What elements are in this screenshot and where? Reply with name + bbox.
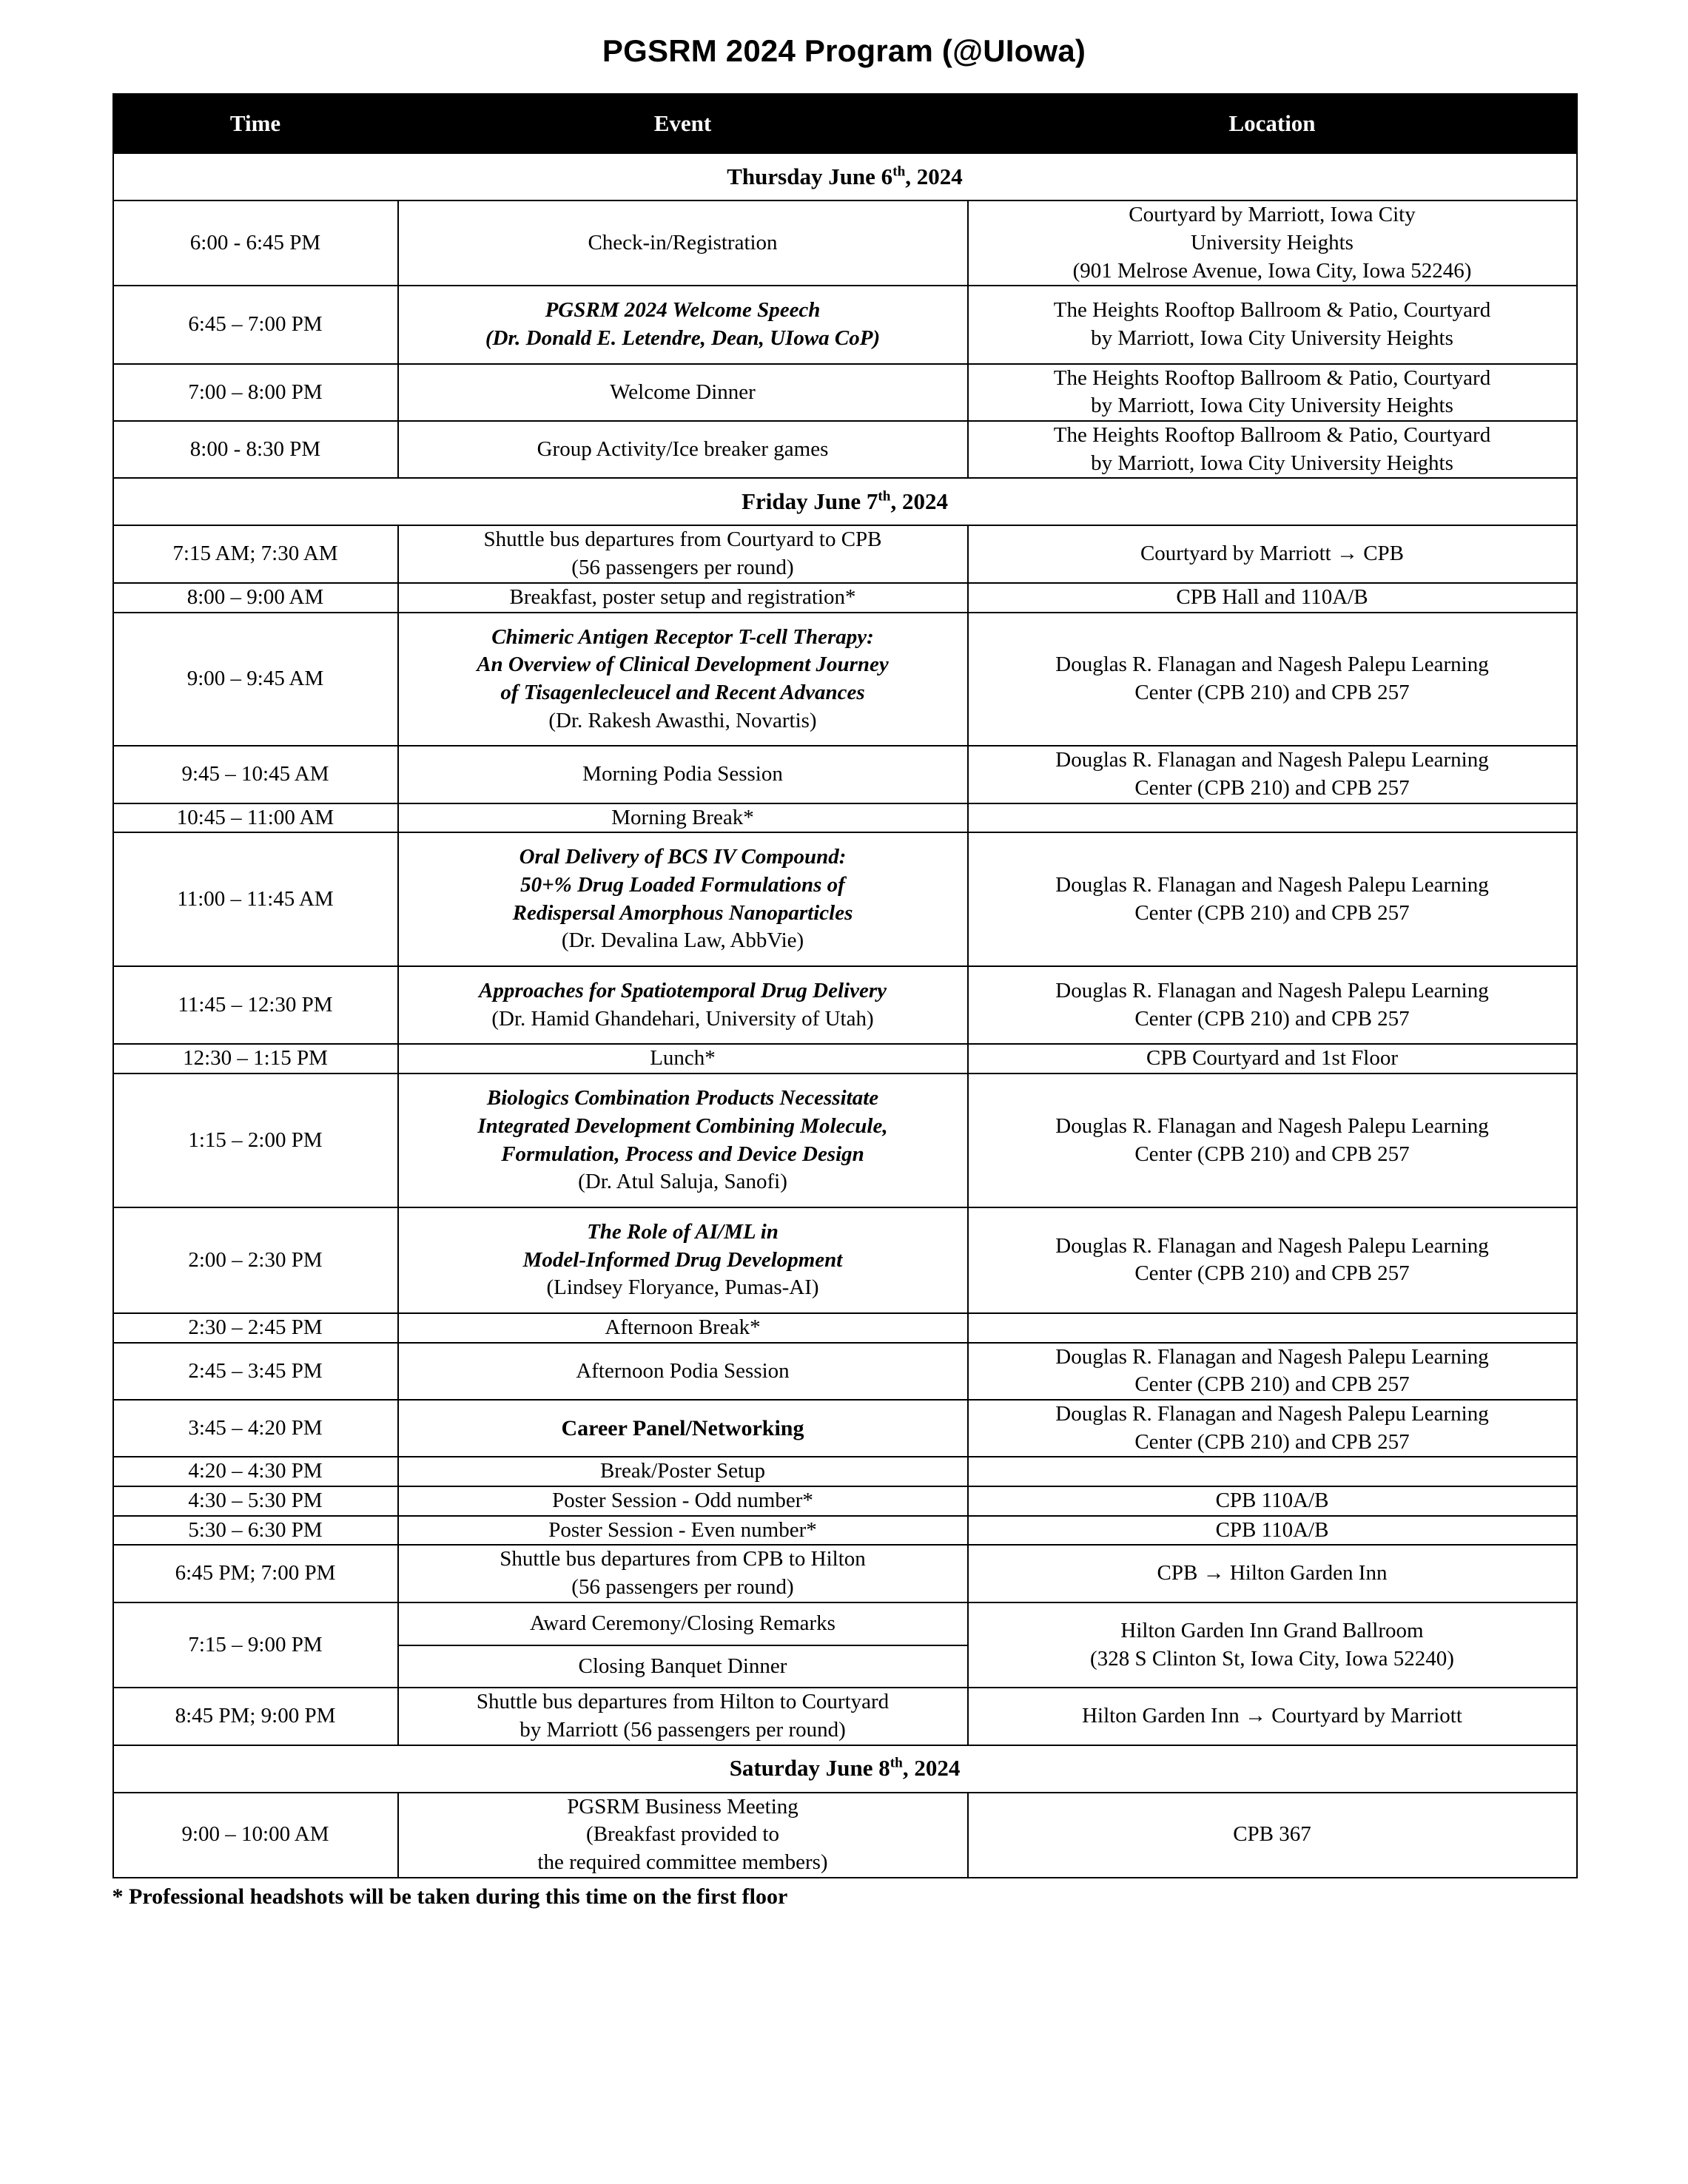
text-line: Center (CPB 210) and CPB 257 [1134, 680, 1410, 704]
cell-event [398, 583, 968, 613]
text-line: CPB Hall and 110A/B [1176, 584, 1368, 609]
cell-time: 8:00 - 8:30 PM [113, 421, 398, 478]
text-line: Center (CPB 210) and CPB 257 [1134, 1142, 1410, 1166]
column-header-time: Time [113, 94, 398, 153]
column-header-location: Location [968, 94, 1577, 153]
day-banner-ordinal: th [890, 1756, 903, 1772]
cell-time: 2:45 – 3:45 PM [113, 1343, 398, 1400]
text-line: Douglas R. Flanagan and Nagesh Palepu Learning [1055, 873, 1489, 897]
table-row [113, 1457, 1577, 1486]
day-banner-weekday: Thursday June 6 [727, 164, 893, 190]
table-row [113, 803, 1577, 833]
column-header-event: Event [398, 94, 968, 153]
cell-event [398, 832, 968, 966]
cell-event [398, 1545, 968, 1602]
text-line: Poster Session - Even number* [548, 1517, 817, 1542]
cell-time: 11:45 – 12:30 PM [113, 966, 398, 1044]
cell-time: 8:45 PM; 9:00 PM [113, 1688, 398, 1745]
table-row [113, 1516, 1577, 1546]
cell-location [968, 1044, 1577, 1074]
cell-location [968, 746, 1577, 803]
day-banner-year: , 2024 [905, 164, 963, 190]
table-row [113, 1602, 1577, 1688]
cell-event [398, 1486, 968, 1516]
table-row [113, 1207, 1577, 1313]
text-line: (328 S Clinton St, Iowa City, Iowa 52240) [1090, 1646, 1454, 1671]
event-title-line: PGSRM 2024 Welcome Speech [545, 298, 821, 323]
cell-event [398, 1688, 968, 1745]
cell-location [968, 803, 1577, 833]
text-line: Poster Session - Odd number* [552, 1489, 813, 1513]
table-row [113, 200, 1577, 286]
day-banner-ordinal: th [878, 489, 891, 505]
text-line: Courtyard by Marriott, Iowa City [1129, 203, 1416, 227]
text-line: (56 passengers per round) [571, 556, 794, 580]
table-row [113, 1343, 1577, 1400]
text-line: Douglas R. Flanagan and Nagesh Palepu Learning [1055, 1233, 1489, 1258]
table-row [113, 583, 1577, 613]
cell-location [968, 200, 1577, 286]
day-banner [113, 1745, 1577, 1793]
cell-time: 4:20 – 4:30 PM [113, 1457, 398, 1486]
event-title-line: Approaches for Spatiotemporal Drug Delivery [479, 979, 887, 1003]
event-speaker: (Lindsey Floryance, Pumas-AI) [546, 1275, 819, 1300]
table-row [113, 1074, 1577, 1207]
table-row [113, 1313, 1577, 1343]
cell-event [398, 1074, 968, 1207]
text-line: Hilton Garden Inn Grand Ballroom [1120, 1618, 1424, 1642]
table-row [113, 1545, 1577, 1602]
cell-location [968, 525, 1577, 582]
day-banner [113, 478, 1577, 525]
table-row [113, 746, 1577, 803]
cell-location [968, 1207, 1577, 1313]
cell-time: 5:30 – 6:30 PM [113, 1516, 398, 1546]
day-banner-year: , 2024 [890, 488, 948, 515]
cell-location [968, 286, 1577, 363]
event-title-line: of Tisagenlecleucel and Recent Advances [500, 680, 865, 704]
table-row [113, 832, 1577, 966]
event-title-line: Formulation, Process and Device Design [501, 1142, 864, 1166]
cell-location [968, 1457, 1577, 1486]
cell-event [398, 803, 968, 833]
event-title-line: Integrated Development Combining Molecule, [477, 1113, 888, 1138]
cell-event [398, 1793, 968, 1878]
table-row [113, 286, 1577, 363]
cell-time: 9:00 – 9:45 AM [113, 613, 398, 746]
day-banner-ordinal: th [892, 164, 906, 180]
cell-time: 2:30 – 2:45 PM [113, 1313, 398, 1343]
cell-location [968, 1545, 1577, 1602]
cell-location [968, 583, 1577, 613]
cell-location [968, 1400, 1577, 1457]
text-line: Shuttle bus departures from Hilton to Courtyard [476, 1690, 890, 1714]
event-subrow: Award Ceremony/Closing Remarks [530, 1611, 835, 1635]
text-line: CPB 110A/B [1215, 1489, 1329, 1513]
table-row [113, 1044, 1577, 1074]
cell-event [398, 1457, 968, 1486]
event-title-line: An Overview of Clinical Development Journey [477, 653, 889, 677]
table-row [113, 1400, 1577, 1457]
text-line: Douglas R. Flanagan and Nagesh Palepu Learning [1055, 1344, 1489, 1369]
day-banner-row [113, 153, 1577, 200]
program-table-wrapper [112, 93, 1576, 1878]
text-line: the required committee members) [537, 1850, 828, 1874]
text-line: Afternoon Podia Session [576, 1358, 790, 1383]
text-line: (Breakfast provided to [586, 1822, 779, 1847]
cell-location [968, 364, 1577, 421]
text-line: Morning Break* [611, 805, 754, 829]
text-line: Center (CPB 210) and CPB 257 [1134, 775, 1410, 800]
text-line: The Heights Rooftop Ballroom & Patio, Courtyard [1053, 365, 1491, 390]
cell-location [968, 1074, 1577, 1207]
table-row [113, 1688, 1577, 1745]
cell-time: 9:00 – 10:00 AM [113, 1793, 398, 1878]
cell-event [398, 286, 968, 363]
table-row [113, 1486, 1577, 1516]
cell-event [398, 1313, 968, 1343]
event-speaker: (Dr. Donald E. Letendre, Dean, UIowa CoP) [485, 326, 881, 351]
cell-time: 3:45 – 4:20 PM [113, 1400, 398, 1457]
text-line: Breakfast, poster setup and registration* [509, 584, 856, 609]
text-line: Center (CPB 210) and CPB 257 [1134, 1429, 1410, 1454]
cell-location [968, 1343, 1577, 1400]
table-row [113, 966, 1577, 1044]
text-line: Center (CPB 210) and CPB 257 [1134, 1372, 1410, 1397]
cell-event [398, 364, 968, 421]
day-banner-weekday: Saturday June 8 [729, 1755, 890, 1782]
program-table [112, 93, 1578, 1878]
day-banner-weekday: Friday June 7 [742, 488, 878, 515]
event-title-line: 50+% Drug Loaded Formulations of [520, 873, 845, 897]
event-title-line: Biologics Combination Products Necessitate [486, 1086, 879, 1110]
day-banner-row [113, 1745, 1577, 1793]
text-line: Douglas R. Flanagan and Nagesh Palepu Learning [1055, 979, 1489, 1003]
event-speaker: (Dr. Hamid Ghandehari, University of Utah) [491, 1006, 874, 1031]
text-line: CPB 110A/B [1215, 1517, 1329, 1542]
text-line: University Heights [1191, 230, 1354, 255]
table-row [113, 613, 1577, 746]
text-line: Shuttle bus departures from CPB to Hilton [500, 1547, 866, 1571]
cell-time: 10:45 – 11:00 AM [113, 803, 398, 833]
cell-event [398, 1602, 968, 1688]
text-line: Center (CPB 210) and CPB 257 [1134, 1261, 1410, 1286]
text-line: by Marriott, Iowa City University Heights [1091, 394, 1453, 418]
day-banner-year: , 2024 [902, 1755, 961, 1782]
cell-event [398, 421, 968, 478]
cell-time: 2:00 – 2:30 PM [113, 1207, 398, 1313]
text-line: (901 Melrose Avenue, Iowa City, Iowa 52246) [1072, 258, 1472, 283]
text-line: Afternoon Break* [605, 1315, 761, 1339]
cell-event: Career Panel/Networking [398, 1400, 968, 1457]
table-header-row [113, 94, 1577, 153]
text-line: PGSRM Business Meeting [567, 1794, 798, 1819]
cell-time: 7:15 – 9:00 PM [113, 1602, 398, 1688]
cell-time: 6:00 - 6:45 PM [113, 200, 398, 286]
text-line: Morning Podia Session [582, 762, 783, 786]
cell-event [398, 1207, 968, 1313]
cell-event [398, 525, 968, 582]
cell-time: 11:00 – 11:45 AM [113, 832, 398, 966]
cell-event [398, 746, 968, 803]
text-line: Shuttle bus departures from Courtyard to CPB [483, 528, 882, 552]
event-subrow: Closing Banquet Dinner [399, 1645, 967, 1688]
table-row [113, 1793, 1577, 1878]
event-title-line: Redispersal Amorphous Nanoparticles [512, 900, 853, 925]
text-line: CPB Courtyard and 1st Floor [1146, 1046, 1398, 1071]
text-line: Courtyard by Marriott → CPB [1140, 542, 1405, 566]
text-line: The Heights Rooftop Ballroom & Patio, Courtyard [1053, 423, 1491, 448]
cell-location [968, 966, 1577, 1044]
text-line: Center (CPB 210) and CPB 257 [1134, 1006, 1410, 1031]
event-title-line: The Role of AI/ML in [587, 1219, 779, 1244]
table-row [113, 525, 1577, 582]
cell-location [968, 421, 1577, 478]
text-line: Lunch* [650, 1046, 716, 1071]
cell-time: 9:45 – 10:45 AM [113, 746, 398, 803]
day-banner [113, 153, 1577, 200]
cell-location [968, 1486, 1577, 1516]
text-line: Group Activity/Ice breaker games [537, 437, 829, 461]
cell-event [398, 200, 968, 286]
event-title-line: Oral Delivery of BCS IV Compound: [519, 845, 847, 869]
cell-time: 7:15 AM; 7:30 AM [113, 525, 398, 582]
footnote: * Professional headshots will be taken during this time on the first floor [112, 1884, 788, 1909]
text-line: CPB → Hilton Garden Inn [1157, 1561, 1388, 1585]
text-line: The Heights Rooftop Ballroom & Patio, Courtyard [1053, 298, 1491, 323]
text-line: Douglas R. Flanagan and Nagesh Palepu Learning [1055, 1402, 1489, 1426]
event-speaker: (Dr. Rakesh Awasthi, Novartis) [548, 708, 817, 732]
cell-location [968, 1602, 1577, 1688]
text-line: Break/Poster Setup [599, 1459, 766, 1483]
table-row [113, 364, 1577, 421]
cell-location [968, 832, 1577, 966]
page-title: PGSRM 2024 Program (@UIowa) [602, 33, 1086, 68]
cell-location [968, 1793, 1577, 1878]
cell-event [398, 1516, 968, 1546]
cell-time: 1:15 – 2:00 PM [113, 1074, 398, 1207]
cell-time: 12:30 – 1:15 PM [113, 1044, 398, 1074]
cell-time: 6:45 – 7:00 PM [113, 286, 398, 363]
table-row [113, 421, 1577, 478]
cell-event [398, 1044, 968, 1074]
cell-location [968, 1313, 1577, 1343]
event-speaker: (Dr. Devalina Law, AbbVie) [561, 928, 804, 953]
cell-time: 4:30 – 5:30 PM [113, 1486, 398, 1516]
cell-time: 8:00 – 9:00 AM [113, 583, 398, 613]
text-line: Douglas R. Flanagan and Nagesh Palepu Learning [1055, 653, 1489, 677]
text-line: Check-in/Registration [588, 230, 778, 255]
text-line: by Marriott, Iowa City University Heights [1091, 326, 1453, 351]
cell-time: 7:00 – 8:00 PM [113, 364, 398, 421]
text-line: Welcome Dinner [610, 380, 756, 404]
cell-location [968, 1688, 1577, 1745]
cell-location [968, 613, 1577, 746]
cell-time: 6:45 PM; 7:00 PM [113, 1545, 398, 1602]
event-title-line: Chimeric Antigen Receptor T-cell Therapy: [491, 624, 874, 649]
text-line: Center (CPB 210) and CPB 257 [1134, 900, 1410, 925]
cell-event [398, 966, 968, 1044]
text-line: Douglas R. Flanagan and Nagesh Palepu Learning [1055, 748, 1489, 772]
cell-location [968, 1516, 1577, 1546]
program-table-body [113, 153, 1577, 1877]
day-banner-row [113, 478, 1577, 525]
text-line: Douglas R. Flanagan and Nagesh Palepu Learning [1055, 1113, 1489, 1138]
text-line: by Marriott (56 passengers per round) [519, 1717, 846, 1742]
event-speaker: (Dr. Atul Saluja, Sanofi) [578, 1170, 787, 1194]
event-title-line: Model-Informed Drug Development [522, 1247, 843, 1272]
cell-event [398, 1343, 968, 1400]
text-line: by Marriott, Iowa City University Heights [1091, 451, 1453, 475]
cell-event [398, 613, 968, 746]
text-line: (56 passengers per round) [571, 1575, 794, 1600]
text-line: CPB 367 [1233, 1822, 1311, 1847]
text-line: Hilton Garden Inn → Courtyard by Marriott [1082, 1704, 1462, 1728]
